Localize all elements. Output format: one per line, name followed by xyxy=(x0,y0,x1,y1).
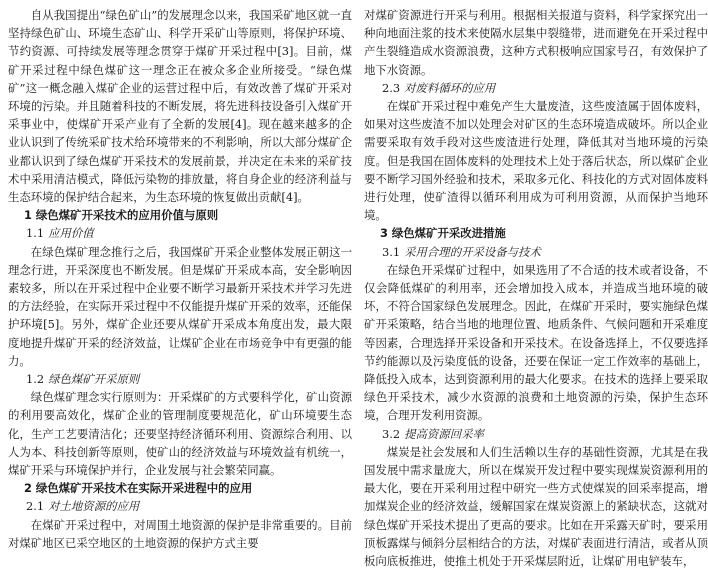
section-2-1-heading xyxy=(8,497,352,515)
section-1-1-paragraph: 在绿色煤矿理念推行之后，我国煤矿开采企业整体发展正朝这一理念行进，开采深度也不断发展。但是煤矿开采成本高，安全影响因素较多，所以在开采过程中企业要不断学习最新开采技术并学习先进的方法经验，在实际开采过程中不仅能提升煤矿开采的效率，还能保护环境[5]。另外，煤矿企业还要从煤矿开采成本角度出发，最大限度地提升煤矿开采的经济效益，让煤矿企业在市场竞争中有更强的能力。 xyxy=(8,244,352,368)
section-1-1-title: 应用价值 xyxy=(48,226,94,241)
section-2-3-title: 对废料循环的应用 xyxy=(404,80,496,95)
continued-paragraph: 对煤矿资源进行开采与利用。根据相关报道与资料，科学家探究出一种向地面注浆的技术来使隔水层集中裂缝带，进而避免在开采过程中产生裂缝造成水资源浪费，这种方式积极响应国家号召，有效保护了地下水资源。 xyxy=(364,8,708,77)
section-2-3-heading xyxy=(364,79,708,97)
section-1-heading: 1 绿色煤矿开采技术的应用价值与原则 xyxy=(24,208,219,223)
section-2-1-paragraph: 在煤矿开采过程中，对周围土地资源的保护是非常重要的。目前对煤矿地区已采空地区的土地资源的保护方式主要 xyxy=(8,517,352,550)
section-1-2-paragraph: 绿色煤矿理念实行原则为：开采煤矿的方式要科学化，矿山资源的利用要高效化，煤矿企业的管理制度要规范化，矿山环境要生态化，生产工艺要清洁化；还要坚持经济循环利用、资源综合利用、以人为本、科技创新等原则，使矿山的经济效益与环境效益有机统一，煤矿开采与环境保护并行，企业发展与社会繁荣同赢。 xyxy=(8,390,352,478)
section-1-2-heading xyxy=(8,370,352,388)
section-2-3-paragraph: 在煤矿开采过程中难免产生大量废渣，这些废渣属于固体废料，如果对这些废渣不加以处理会对矿区的生态环境造成破坏。所以企业需要采取有效手段对这些废渣进行处理，降低其对当地环境的污染度。但是我国在固体废料的处理技术上处于落后状态，所以煤矿企业要不断学习国外经验和技术，采取多元化、科技化的方式对固体废料进行处理，使矿渣得以循环利用成为可利用资源，从而保护当地环境。 xyxy=(364,99,708,223)
section-1-2-title: 绿色煤矿开采原则 xyxy=(48,372,140,387)
section-2-1-number: 2.1 xyxy=(26,499,45,514)
section-1-2-number: 1.2 xyxy=(26,372,45,387)
section-3-1-number: 3.1 xyxy=(382,244,401,259)
left-column xyxy=(8,6,352,552)
section-3-1-heading xyxy=(364,243,708,261)
section-2-3-number: 2.3 xyxy=(382,80,401,95)
section-3-2-title: 提高资源回采率 xyxy=(404,426,484,441)
section-3-1-title: 采用合理的开采设备与技术 xyxy=(404,244,541,259)
section-3-2-paragraph: 煤炭是社会发展和人们生活赖以生存的基础性资源，尤其是在我国发展中需求量庞大，所以在煤炭开发过程中要实现煤炭资源利用的最大化，要在开采利用过程中研究一些方式使煤炭的回采率提高，增加煤炭企业的经济效益，缓解国家在煤炭资源上的紧缺状态，这就对绿色煤矿开采技术提出了更高的要求。比如在开采露天矿时，要采用顶板露煤与倾斜分层相结合的方法，对煤矿表面进行清洁，或者从顶板向底板推进，使推土机处于开采煤层附近，让煤矿用电铲装车， xyxy=(364,444,708,569)
intro-paragraph: 自从我国提出“绿色矿山”的发展理念以来，我国采矿地区就一直坚持绿色矿山、环境生态矿山、科学开采矿山等原则，将保护环境、节约资源、可持续发展等理念贯穿于煤矿开采过程中[3]。目前，煤矿开采过程中绿色煤矿这一理念正在被众多企业所接受。“绿色煤矿”这一概念融入煤矿企业的运营过程中后，有效改善了煤矿开采对环境的污染。并且随着科技的不断发展，将先进科技设备引入煤矿开采事业中，使煤矿开采产业有了全新的发展[4]。现在越来越多的企业认识到了传统采矿技术给环境带来的不利影响，所以大部分煤矿企业都认识到了绿色煤矿开采技术的发展前景，并决定在未来的采矿技术中采用清洁模式，降低污染物的排放量，将自身企业的经济利益与生态环境的保护结合起来，为生态环境的恢复做出贡献[4]。 xyxy=(8,8,352,205)
section-2-heading: 2 绿色煤矿开采技术在实际开采进程中的应用 xyxy=(24,481,253,496)
section-1-1-number: 1.1 xyxy=(26,226,45,241)
section-2-1-title: 对土地资源的应用 xyxy=(48,499,140,514)
section-3-heading: 3 绿色煤矿开采改进措施 xyxy=(380,226,506,241)
section-3-1-paragraph: 在绿色开采煤矿过程中，如果选用了不合适的技术或者设备，不仅会降低煤矿的利用率，还会增加投入成本，并造成当地环境的破坏，不符合国家绿色发展理念。因此，在煤矿开采时，要实施绿色煤矿开采策略，结合当地的地理位置、地质条件、气候问题和开采难度等因素，合理选择开采设备和开采技术。在设备选择上，不仅要选择节约能源以及污染度低的设备，还要在保证一定工作效率的基础上，降低投入成本，达到资源利用的最大化要求。在技术的选择上要采取绿色开采技术，减少水资源的浪费和土地资源的污染，保护生态环境，合理开发利用资源。 xyxy=(364,262,708,423)
section-3-2-number: 3.2 xyxy=(382,426,401,441)
section-3-2-heading xyxy=(364,425,708,443)
section-1-1-heading xyxy=(8,224,352,242)
right-column xyxy=(364,6,708,570)
